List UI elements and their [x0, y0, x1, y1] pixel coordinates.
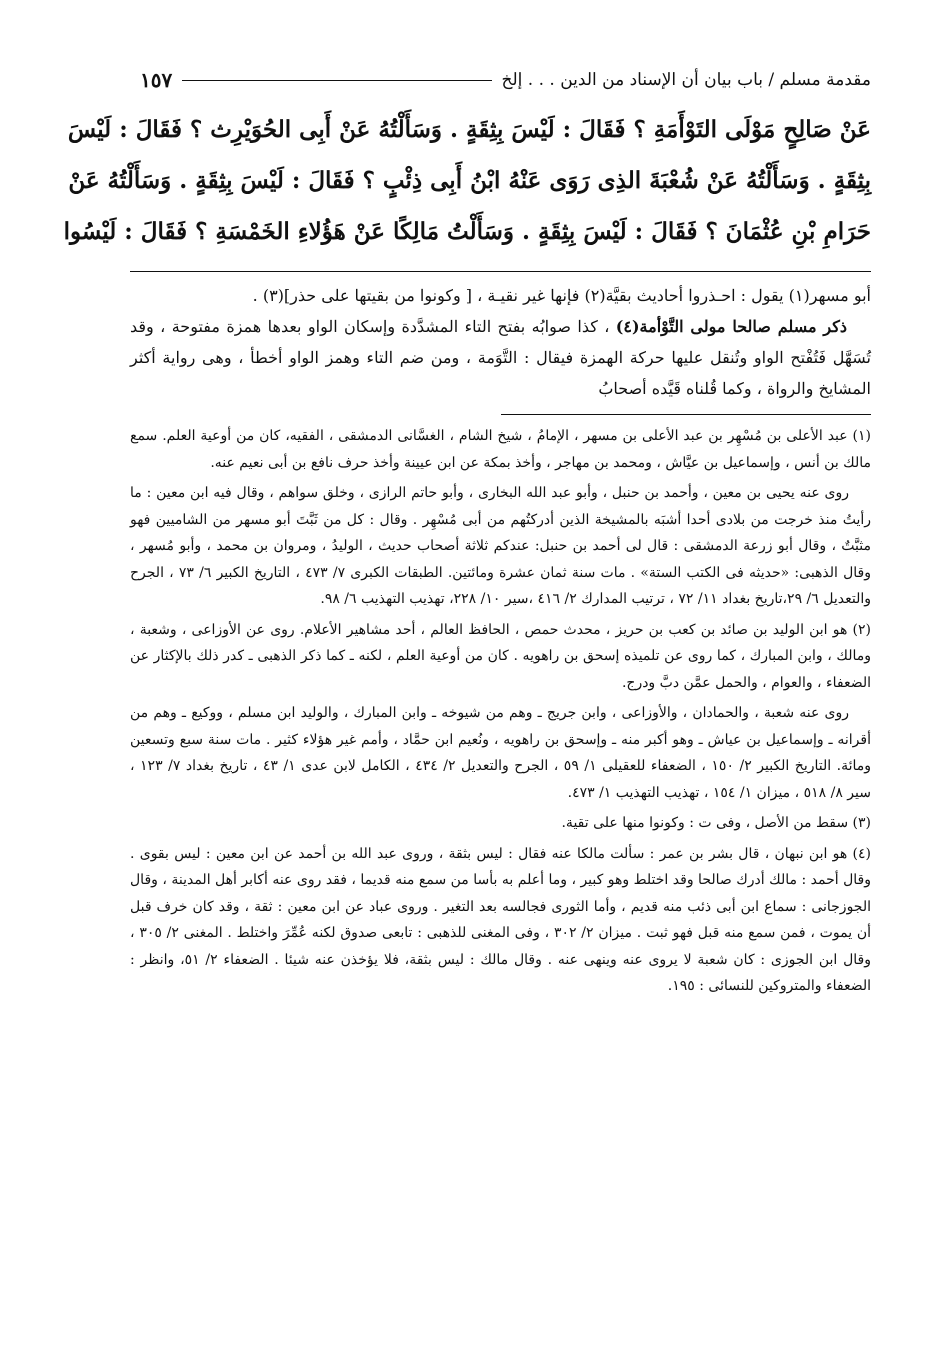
- footnote-paragraph: (٢) هو ابن الوليد بن صائد بن كعب بن حريز ، محدث حمص ، الحافظ العالم ، أحد مشاهير الأعلام. روى عن الأوزاعى ، وشعبة ، ومالك ، وابن المبارك ، كما روى عن تلميذه إسحق بن راهويه . كان من أوعية العلم ، لكنه ـ كما ذكر الذهبى ـ كدر ذلك بالإكثار عن الضعفاء ، والعوام ، والحمل عمَّن دبَّ ودرج.: [130, 621, 871, 691]
- footnote-paragraph: روى عنه يحيى بن معين ، وأحمد بن حنبل ، وأبو عبد الله البخارى ، وأبو حاتم الرازى ، وخلق سواهم ، وقال فيه ابن معين : ما رأيتُ منذ خرجت من بلادى أحدا أشبَه بالمشيخة الذين أدركتُهم من أبى مُسْهِر . وقال : كل من ثَبَّتَ أبو مسهر من الشاميين فهو مثبَّتٌ ، وقال أبو زرعة الدمشقى : قال لى أحمد بن حنبل: عندكم ثلاثة أصحاب حديث ، الوليدُ ، ومروان بن محمد ، وأبو مُسهر ، وقال الذهبى: «حديثه فى الكتب الستة» . مات سنة ثمان عشرة ومائتين. الطبقات الكبرى ٧/ ٤٧٣ ، التاريخ الكبير ٦/ ٧٣ ، الجرح والتعديل ٦/ ٢٩،تاريخ بغداد ١١/ ٧٢ ، ترتيب المدارك ٢/ ٤١٦ ،سير ١٠/ ٢٢٨، تهذيب التهذيب ٦/ ٩٨.: [130, 485, 872, 607]
- footnote-divider: [501, 414, 871, 415]
- hadith-text: [63, 104, 871, 257]
- section-divider: [130, 271, 871, 272]
- page-number: ١٥٧: [140, 68, 173, 92]
- hadith-line: حَرَامِ بْنِ عُثْمَانَ ؟ فَقَالَ : لَيْسَ بِثِقَةٍ . وَسَأَلْتُ مَالِكًا عَنْ هَؤُلاءِ الخَمْسَةِ ؟ فَقَالَ : لَيْسُوا: [63, 218, 871, 245]
- book-page: [63, 60, 872, 1004]
- header-rule: [182, 80, 491, 81]
- hadith-line: عَنْ صَالِحٍ مَوْلَى التَوْأَمَةِ ؟ فَقَالَ : لَيْسَ بِثِقَةٍ . وَسَأَلْتُهُ عَنْ أَبِى الحُوَيْرِث ؟ فَقَالَ : لَيْسَ: [67, 116, 871, 143]
- running-header: [130, 60, 871, 100]
- footnote-2: [130, 617, 871, 807]
- footnotes: [130, 423, 871, 1000]
- footnote-paragraph: (٣) سقط من الأصل ، وفى ت : وكونوا منها على تقية.: [561, 815, 871, 831]
- commentary-paragraph: [130, 311, 871, 404]
- footnote-1: [130, 423, 871, 613]
- commentary: [130, 280, 871, 404]
- footnote-paragraph: روى عنه شعبة ، والحمادان ، والأوزاعى ، وابن جريج ـ وهم من شيوخه ـ وابن المبارك ، والوليد ابن مسلم ، ووكيع ـ وهم من أقرانه ـ وإسماعيل بن عياش ـ وهو أكبر منه ـ وإسحق بن راهويه ، ونُعيم ابن حمَّاد ، وأمم غير هؤلاء كثير . مات سنة سبع وتسعين ومائة. التاريخ الكبير ٢/ ١٥٠ ، الضعفاء للعقيلى ١/ ٥٩ ، الجرح والتعديل ٢/ ٤٣٤ ، الكامل لابن عدى ١/ ٤٣ ، تاريخ بغداد ٧/ ١٢٣ ، سير ٨/ ٥١٨ ، ميزان ١/ ١٥٤ ، تهذيب التهذيب ١/ ٤٧٣.: [130, 705, 872, 801]
- footnote-3: [130, 810, 871, 837]
- footnote-paragraph: (٤) هو ابن نبهان ، قال بشر بن عمر : سألت مالكا عنه فقال : ليس بثقة ، وروى عبد الله بن أحمد عن ابن معين : ليس بقوى . وقال أحمد : مالك أدرك صالحا وقد اختلط وهو كبير ، وما أعلم به بأسا من سمع منه قديما ، فقد روى عنه أكابر أهل المدينة ، وقال الجوزجانى : سماع ابن أبى ذئب منه قديم ، وأما الثورى فجالسه بعد التغير . وروى عباد عن ابن معين : ثقة ، وقد كان خرف قبل أن يموت ، فمن سمع منه قبل فهو ثبت . ميزان ٢/ ٣٠٢ ، وفى المغنى للذهبى : تابعى صدوق لكنه عُمِّرَ واختلط . المغنى ٢/ ٣٠٥ ، وقال ابن الجوزى : كان شعبة لا يروى عنه وينهى عنه . وقال مالك : ليس بثقة، فلا يؤخذن عنه شيئا . الضعفاء ٢/ ٥١، وانظر : الضعفاء والمتروكين للنسائى : ١٩٥.: [130, 845, 872, 994]
- hadith-line: بِثِقَةٍ . وَسَأَلْتُهُ عَنْ شُعْبَةَ الذِى رَوَى عَنْهُ ابْنُ أَبِى ذِئْبٍ ؟ فَقَالَ : لَيْسَ بِثِقَةٍ . وَسَأَلْتُهُ عَنْ: [68, 167, 871, 194]
- commentary-body: ، كذا صوابُه بفتح التاء المشدَّدة وإسكان الواو بعدها همزة مفتوحة ، وقد تُسَهَّل فَتُفْتح الواو وتُنقل عليها حركة الهمزة فيقال : التَّوَمة ، ومن ضم التاء وهمز الواو أخطأ ، وهى رواية أكثر المشايخ والرواة ، وكما قُلناه قَيَّده أصحابُ: [130, 317, 871, 398]
- commentary-lead: ذكر مسلم صالحا مولى التَّوْأمة(٤): [615, 317, 847, 336]
- chapter-title: مقدمة مسلم / باب بيان أن الإسناد من الدين . . . إلخ: [501, 70, 871, 90]
- footnote-4: [130, 841, 871, 1000]
- commentary-paragraph: أبو مسهر(١) يقول : احـذروا أحاديث بقيَّة(٢) فإنها غير نقيـة ، [ وكونوا من بقيتها على حذر](٣) .: [252, 286, 871, 305]
- footnote-paragraph: (١) عبد الأعلى بن مُسْهِر بن عبد الأعلى بن مسهر ، الإمامُ ، شيخ الشام ، الغسَّانى الدمشقى ، الفقيه، كان من أوعية العلم. سمع مالك بن أنس ، وإسماعيل بن عيَّاش ، ومحمد بن مهاجر ، وأخذ بمكة عن ابن عيينة وأخذ حرف نافع بن أبى نعيم عنه.: [130, 428, 871, 471]
